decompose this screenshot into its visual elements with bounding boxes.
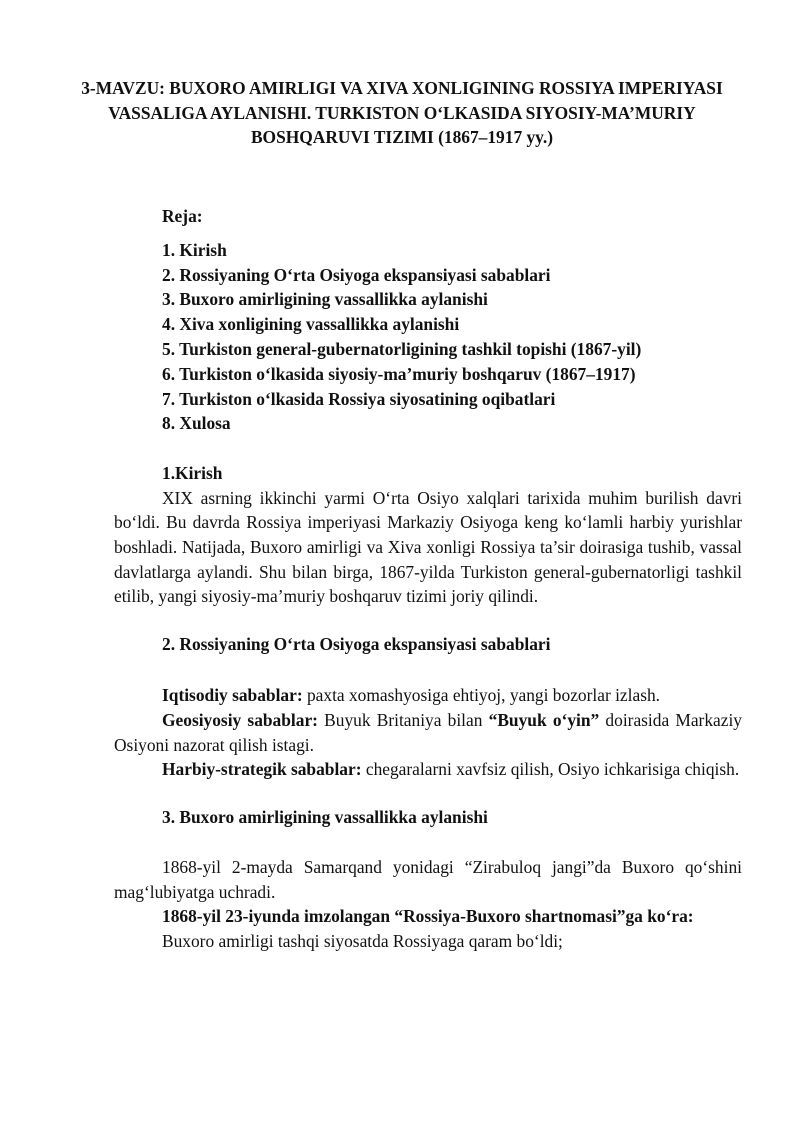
plan-item: 6. Turkiston o‘lkasida siyosiy-ma’muriy boshqaruv (1867–1917) [162, 363, 636, 384]
geopolitical-cause-text-b: doirasida Markaziy Osiyoni nazorat qilish istagi. [114, 709, 743, 755]
section-3-body [114, 855, 742, 953]
section-3-heading: 3. Buxoro amirligining vassallikka aylanishi [162, 806, 488, 827]
causes-block [114, 683, 742, 781]
plan-item: 2. Rossiyaning O‘rta Osiyoga ekspansiyasi sabablari [162, 264, 551, 285]
plan-item: 4. Xiva xonligining vassallikka aylanishi [162, 314, 460, 335]
plan-item: 7. Turkiston o‘lkasida Rossiya siyosatining oqibatlari [162, 388, 556, 409]
economic-cause-text: paxta xomashyosiga ehtiyoj, yangi bozorlar izlash. [302, 685, 661, 706]
document-title: 3-MAVZU: BUXORO AMIRLIGI VA XIVA XONLIGINING ROSSIYA IMPERIYASI VASSALIGA AYLANISHI. TURKISTON O‘LKASIDA SIYOSIY-MA’MURIY BOSHQARUVI TIZIMI (1867–1917 yy.) [81, 78, 723, 148]
geopolitical-cause-label: Geosiyosiy sabablar: [162, 709, 318, 730]
geopolitical-cause [114, 708, 742, 757]
military-cause [114, 757, 742, 782]
section-1-paragraph: XIX asrning ikkinchi yarmi O‘rta Osiyo xalqlari tarixida muhim burilish davri bo‘ldi. Bu davrda Rossiya imperiyasi Markaziy Osiyoga keng ko‘lamli harbiy yurishlar boshladi. Natijada, Buxoro amirligi va Xiva xonligi Rossiya ta’sir doirasiga tushib, vassal davlatlarga aylandi. Shu bilan birga, 1867-yilda Turkiston general-gubernatorligi tashkil etilib, yangi siyosiy-ma’muriy boshqaruv tizimi joriy qilindi. [114, 487, 742, 607]
plan-heading: Reja: [162, 205, 203, 226]
section-1-heading: 1.Kirish [162, 463, 223, 484]
geopolitical-cause-text-a: Buyuk Britaniya bilan [317, 709, 489, 730]
plan-item: 1. Kirish [162, 239, 227, 260]
plan-item: 3. Buxoro amirligining vassallikka aylanishi [162, 289, 488, 310]
economic-cause-label: Iqtisodiy sabablar: [162, 685, 303, 706]
section-3-paragraph: 1868-yil 2-mayda Samarqand yonidagi “Zirabuloq jangi”da Buxoro qo‘shini mag‘lubiyatga uchradi. [114, 857, 742, 902]
military-cause-text: chegaralarni xavfsiz qilish, Osiyo ichkarisiga chiqish. [361, 759, 740, 780]
plan-list [114, 238, 742, 436]
plan-item: 8. Xulosa [162, 413, 231, 434]
plan-item: 5. Turkiston general-gubernatorligining tashkil topishi (1867-yil) [162, 338, 642, 359]
great-game-term: “Buyuk o‘yin” [488, 709, 600, 730]
section-3-point: Buxoro amirligi tashqi siyosatda Rossiyaga qaram bo‘ldi; [162, 931, 563, 952]
treaty-heading: 1868-yil 23-iyunda imzolangan “Rossiya-Buxoro shartnomasi”ga ko‘ra: [162, 906, 694, 927]
section-2-heading: 2. Rossiyaning O‘rta Osiyoga ekspansiyasi sabablari [162, 633, 551, 654]
military-cause-label: Harbiy-strategik sabablar: [162, 759, 362, 780]
treaty-line [114, 904, 742, 929]
economic-cause [114, 683, 742, 708]
